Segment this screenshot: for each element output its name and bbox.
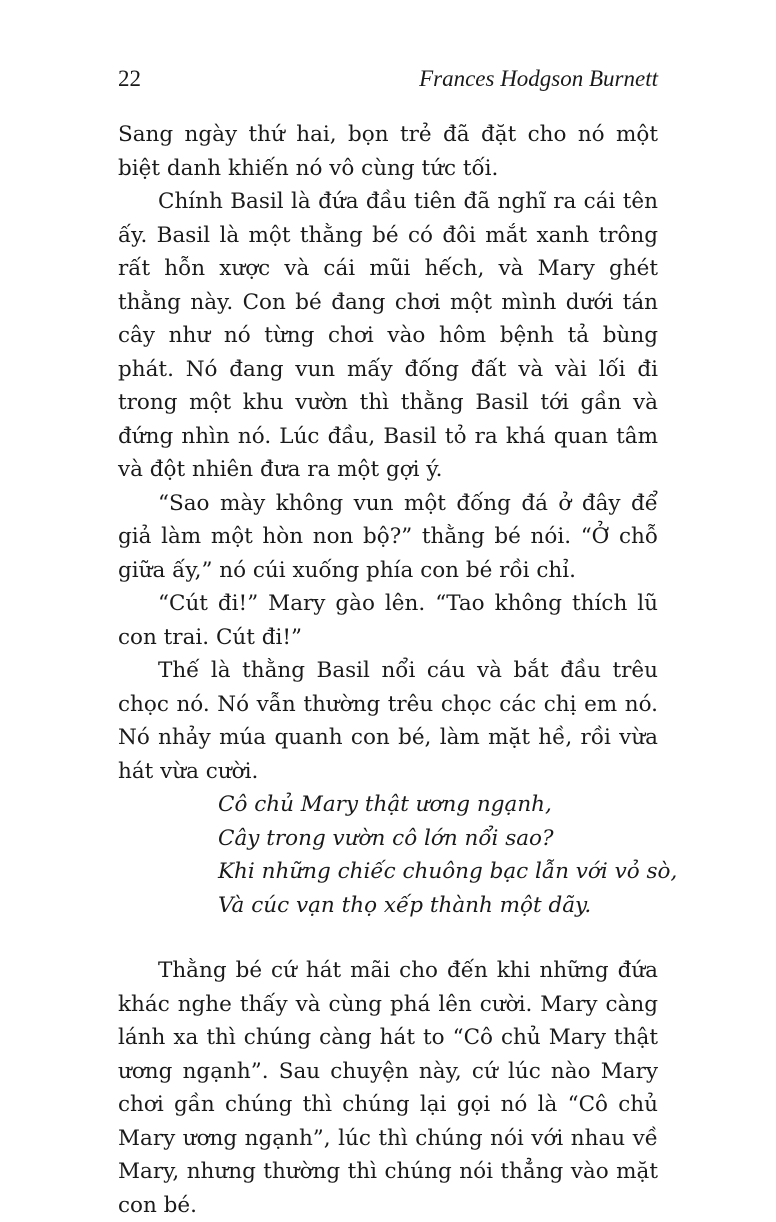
poem-line: Khi những chiếc chuông bạc lẫn với vỏ sò, xyxy=(218,859,678,884)
poem-line: Và cúc vạn thọ xếp thành một dãy. xyxy=(218,892,592,918)
page-header xyxy=(118,66,658,96)
body-text xyxy=(118,118,678,1222)
paragraph: Thế là thằng Basil nổi cáu và bắt đầu trêu chọc nó. Nó vẫn thường trêu chọc các chị em nó. Nó nhảy múa quanh con bé, làm mặt hề, rồi vừa hát vừa cười. xyxy=(118,658,658,784)
poem-line: Cây trong vườn cô lớn nổi sao? xyxy=(218,825,554,851)
paragraph: Sang ngày thứ hai, bọn trẻ đã đặt cho nó một biệt danh khiến nó vô cùng tức tối. xyxy=(118,122,658,181)
running-title: Frances Hodgson Burnett xyxy=(419,66,658,91)
poem-line: Cô chủ Mary thật ương ngạnh, xyxy=(218,792,552,817)
section-spacer xyxy=(118,922,658,954)
paragraph: Thằng bé cứ hát mãi cho đến khi những đứa khác nghe thấy và cùng phá lên cười. Mary càng lánh xa thì chúng càng hát to “Cô chủ Mary thật ương ngạnh”. Sau chuyện này, cứ lúc nào Mary chơi gần chúng thì chúng lại gọi nó là “Cô chủ Mary ương ngạnh”, lúc thì chúng nói với nhau về Mary, nhưng thường thì chúng nói thẳng vào mặt con bé. xyxy=(118,958,658,1218)
paragraph: Chính Basil là đứa đầu tiên đã nghĩ ra cái tên ấy. Basil là một thằng bé có đôi mắt xanh trông rất hỗn xược và cái mũi hếch, và Mary ghét thằng này. Con bé đang chơi một mình dưới tán cây như nó từng chơi vào hôm bệnh tả bùng phát. Nó đang vun mấy đống đất và vài lối đi trong một khu vườn thì thằng Basil tới gần và đứng nhìn nó. Lúc đầu, Basil tỏ ra khá quan tâm và đột nhiên đưa ra một gợi ý. xyxy=(118,189,658,482)
poem-verse xyxy=(218,788,678,922)
paragraph: “Cút đi!” Mary gào lên. “Tao không thích lũ con trai. Cút đi!” xyxy=(118,591,658,650)
page-number: 22 xyxy=(118,66,141,91)
paragraph: “Sao mày không vun một đống đá ở đây để giả làm một hòn non bộ?” thằng bé nói. “Ở chỗ giữa ấy,” nó cúi xuống phía con bé rồi chỉ. xyxy=(118,490,658,583)
